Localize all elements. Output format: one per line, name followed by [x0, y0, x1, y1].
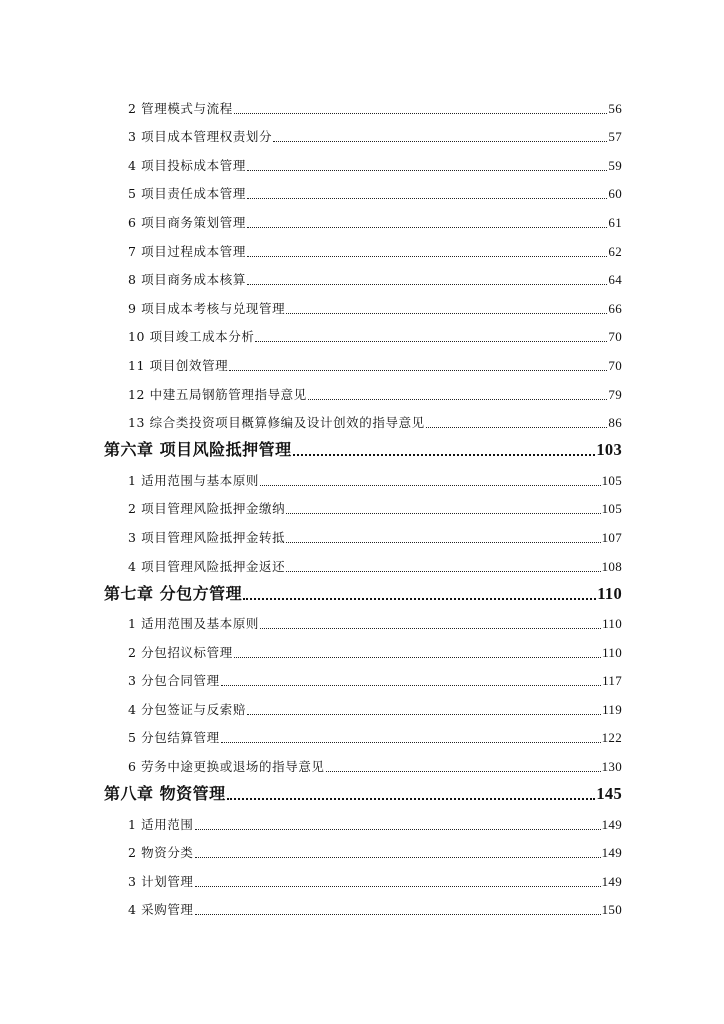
toc-entry-title: 4 项目投标成本管理: [128, 157, 246, 173]
toc-entry-page: 117: [602, 673, 622, 689]
dot-leader: [286, 571, 600, 572]
toc-entry-page: 150: [601, 902, 622, 918]
toc-entry-page: 107: [601, 529, 622, 545]
toc-entry-page: 70: [608, 357, 622, 373]
toc-entry[interactable]: [104, 174, 622, 203]
toc-entry-title: 10 项目竣工成本分析: [128, 329, 255, 345]
toc-entry-title: 5 分包结算管理: [128, 730, 220, 746]
toc-entry-page: 79: [608, 386, 622, 402]
toc-entry[interactable]: [104, 231, 622, 260]
toc-entry-title: 13 综合类投资项目概算修编及设计创效的指导意见: [128, 415, 425, 431]
toc-entry[interactable]: [104, 804, 622, 833]
dot-leader: [221, 742, 601, 743]
toc-chapter-title: 第六章 项目风险抵押管理: [104, 440, 292, 460]
toc-entry[interactable]: [104, 604, 622, 633]
toc-entry-page: 62: [608, 243, 622, 259]
toc-entry-title: 1 适用范围: [128, 816, 194, 832]
toc-entry-title: 3 分包合同管理: [128, 673, 220, 689]
toc-entry-page: 110: [602, 644, 622, 660]
toc-entry-page: 86: [608, 415, 622, 431]
toc-entry[interactable]: [104, 460, 622, 489]
dot-leader: [247, 284, 607, 285]
toc-entry[interactable]: [104, 746, 622, 775]
toc-entry[interactable]: [104, 145, 622, 174]
dot-leader: [227, 798, 596, 800]
toc-entry-title: 1 适用范围及基本原则: [128, 616, 260, 632]
toc-entry[interactable]: [104, 317, 622, 346]
toc-entry-page: 57: [608, 129, 622, 145]
table-of-contents: [104, 88, 622, 918]
toc-entry[interactable]: [104, 546, 622, 575]
toc-entry-title: 3 计划管理: [128, 873, 194, 889]
toc-entry-page: 110: [602, 616, 622, 632]
dot-leader: [286, 542, 600, 543]
dot-leader: [293, 454, 596, 456]
dot-leader: [247, 227, 607, 228]
toc-entry-page: 108: [601, 558, 622, 574]
toc-entry-page: 149: [601, 845, 622, 861]
toc-entry-page: 60: [608, 186, 622, 202]
toc-entry-page: 70: [608, 329, 622, 345]
dot-leader: [260, 628, 601, 629]
dot-leader: [308, 399, 608, 400]
toc-entry-title: 2 物资分类: [128, 845, 194, 861]
toc-chapter-title: 第七章 分包方管理: [104, 583, 243, 603]
toc-entry-title: 5 项目责任成本管理: [128, 186, 246, 202]
toc-entry-page: 56: [608, 100, 622, 116]
toc-entry-page: 66: [608, 300, 622, 316]
dot-leader: [326, 771, 601, 772]
toc-entry-page: 61: [608, 214, 622, 230]
toc-entry[interactable]: [104, 689, 622, 718]
toc-entry[interactable]: [104, 345, 622, 374]
toc-chapter-7[interactable]: [104, 575, 622, 604]
toc-entry-page: 122: [601, 730, 622, 746]
toc-entry-page: 130: [601, 759, 622, 775]
toc-entry-page: 59: [608, 157, 622, 173]
toc-entry-title: 2 分包招议标管理: [128, 644, 233, 660]
toc-entry[interactable]: [104, 861, 622, 890]
toc-entry-title: 12 中建五局钢筋管理指导意见: [128, 386, 307, 402]
toc-entry[interactable]: [104, 718, 622, 747]
toc-entry[interactable]: [104, 833, 622, 862]
toc-entry-title: 2 项目管理风险抵押金缴纳: [128, 501, 286, 517]
toc-entry[interactable]: [104, 260, 622, 289]
toc-chapter-8[interactable]: [104, 775, 622, 804]
dot-leader: [255, 341, 607, 342]
toc-entry[interactable]: [104, 288, 622, 317]
toc-entry-title: 9 项目成本考核与兑现管理: [128, 300, 286, 316]
dot-leader: [426, 427, 608, 428]
toc-entry-page: 105: [601, 501, 622, 517]
toc-entry-title: 4 项目管理风险抵押金返还: [128, 558, 286, 574]
dot-leader: [195, 829, 601, 830]
toc-chapter-6[interactable]: [104, 431, 622, 460]
dot-leader: [234, 657, 601, 658]
toc-entry-title: 6 项目商务策划管理: [128, 214, 246, 230]
toc-chapter-title: 第八章 物资管理: [104, 784, 226, 804]
toc-chapter-page: 103: [596, 440, 622, 460]
toc-entry-page: 64: [608, 272, 622, 288]
toc-entry-title: 6 劳务中途更换或退场的指导意见: [128, 759, 325, 775]
toc-entry-page: 149: [601, 873, 622, 889]
dot-leader: [234, 113, 608, 114]
toc-entry[interactable]: [104, 88, 622, 117]
toc-entry[interactable]: [104, 117, 622, 146]
dot-leader: [195, 886, 601, 887]
toc-entry-title: 4 分包签证与反索赔: [128, 701, 246, 717]
toc-entry[interactable]: [104, 632, 622, 661]
toc-entry-title: 11 项目创效管理: [128, 357, 229, 373]
toc-entry[interactable]: [104, 374, 622, 403]
dot-leader: [286, 313, 607, 314]
toc-entry-page: 105: [601, 472, 622, 488]
toc-entry-title: 3 项目成本管理权责划分: [128, 129, 273, 145]
toc-entry[interactable]: [104, 202, 622, 231]
dot-leader: [260, 485, 601, 486]
dot-leader: [247, 714, 601, 715]
toc-entry-title: 4 采购管理: [128, 902, 194, 918]
toc-entry[interactable]: [104, 489, 622, 518]
toc-chapter-page: 145: [596, 784, 622, 804]
dot-leader: [195, 914, 601, 915]
toc-entry-title: 3 项目管理风险抵押金转抵: [128, 529, 286, 545]
dot-leader: [247, 170, 607, 171]
toc-chapter-page: 110: [597, 583, 622, 603]
dot-leader: [195, 857, 601, 858]
dot-leader: [286, 513, 600, 514]
toc-entry-page: 119: [602, 701, 622, 717]
toc-entry-title: 2 管理模式与流程: [128, 100, 233, 116]
toc-entry-title: 8 项目商务成本核算: [128, 272, 246, 288]
dot-leader: [229, 370, 607, 371]
toc-entry[interactable]: [104, 890, 622, 919]
dot-leader: [243, 598, 596, 600]
dot-leader: [273, 141, 607, 142]
toc-entry-title: 1 适用范围与基本原则: [128, 472, 260, 488]
toc-entry[interactable]: [104, 517, 622, 546]
dot-leader: [221, 685, 601, 686]
dot-leader: [247, 256, 607, 257]
dot-leader: [247, 198, 607, 199]
toc-entry[interactable]: [104, 661, 622, 690]
toc-entry[interactable]: [104, 403, 622, 432]
toc-entry-title: 7 项目过程成本管理: [128, 243, 246, 259]
toc-entry-page: 149: [601, 816, 622, 832]
